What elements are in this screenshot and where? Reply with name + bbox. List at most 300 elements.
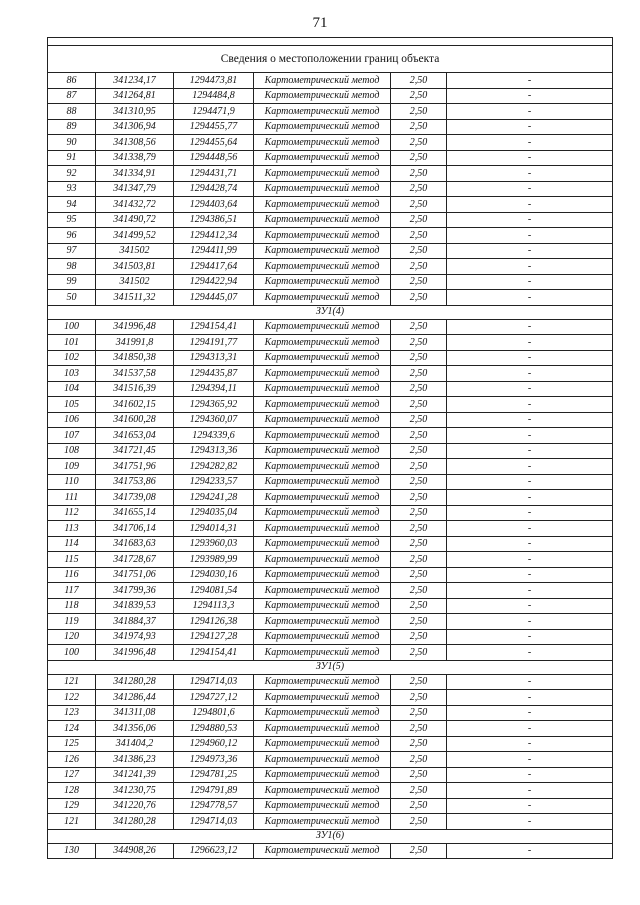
point-number-cell: 86 [48, 73, 96, 89]
description-cell: - [447, 104, 613, 120]
accuracy-cell: 2,50 [391, 412, 447, 428]
accuracy-cell: 2,50 [391, 645, 447, 661]
description-cell: - [447, 736, 613, 752]
x-coordinate-cell: 341753,86 [96, 474, 174, 490]
x-coordinate-cell: 341511,32 [96, 290, 174, 306]
method-cell: Картометрический метод [254, 505, 391, 521]
point-number-cell: 106 [48, 412, 96, 428]
description-cell: - [447, 212, 613, 228]
y-coordinate-cell: 1294455,64 [174, 135, 254, 151]
table-row [48, 843, 613, 859]
method-cell: Картометрический метод [254, 598, 391, 614]
x-coordinate-cell: 341537,58 [96, 366, 174, 382]
accuracy-cell: 2,50 [391, 274, 447, 290]
accuracy-cell: 2,50 [391, 490, 447, 506]
description-cell: - [447, 598, 613, 614]
x-coordinate-cell: 341602,15 [96, 397, 174, 413]
table-row [48, 783, 613, 799]
y-coordinate-cell: 1294791,89 [174, 783, 254, 799]
point-number-cell: 87 [48, 88, 96, 104]
y-coordinate-cell: 1294727,12 [174, 690, 254, 706]
table-row [48, 443, 613, 459]
table-row [48, 767, 613, 783]
table-row [48, 674, 613, 690]
description-cell: - [447, 259, 613, 275]
y-coordinate-cell: 1294960,12 [174, 736, 254, 752]
x-coordinate-cell: 341264,81 [96, 88, 174, 104]
y-coordinate-cell: 1294154,41 [174, 645, 254, 661]
x-coordinate-cell: 341996,48 [96, 319, 174, 335]
accuracy-cell: 2,50 [391, 767, 447, 783]
y-coordinate-cell: 1294241,28 [174, 490, 254, 506]
accuracy-cell: 2,50 [391, 350, 447, 366]
point-number-cell: 104 [48, 381, 96, 397]
accuracy-cell: 2,50 [391, 104, 447, 120]
y-coordinate-cell: 1294282,82 [174, 459, 254, 475]
x-coordinate-cell: 341991,8 [96, 335, 174, 351]
method-cell: Картометрический метод [254, 443, 391, 459]
point-number-cell: 112 [48, 505, 96, 521]
table-row [48, 381, 613, 397]
point-number-cell: 125 [48, 736, 96, 752]
x-coordinate-cell: 341311,08 [96, 705, 174, 721]
accuracy-cell: 2,50 [391, 243, 447, 259]
point-number-cell: 117 [48, 583, 96, 599]
description-cell: - [447, 752, 613, 768]
method-cell: Картометрический метод [254, 752, 391, 768]
x-coordinate-cell: 344908,26 [96, 843, 174, 859]
accuracy-cell: 2,50 [391, 228, 447, 244]
x-coordinate-cell: 341884,37 [96, 614, 174, 630]
point-number-cell: 108 [48, 443, 96, 459]
accuracy-cell: 2,50 [391, 536, 447, 552]
accuracy-cell: 2,50 [391, 583, 447, 599]
point-number-cell: 98 [48, 259, 96, 275]
x-coordinate-cell: 341655,14 [96, 505, 174, 521]
description-cell: - [447, 366, 613, 382]
x-coordinate-cell: 341751,96 [96, 459, 174, 475]
x-coordinate-cell: 341306,94 [96, 119, 174, 135]
description-cell: - [447, 521, 613, 537]
description-cell: - [447, 150, 613, 166]
method-cell: Картометрический метод [254, 350, 391, 366]
point-number-cell: 89 [48, 119, 96, 135]
y-coordinate-cell: 1294781,25 [174, 767, 254, 783]
point-number-cell: 95 [48, 212, 96, 228]
table-row [48, 798, 613, 814]
description-cell: - [447, 721, 613, 737]
description-cell: - [447, 274, 613, 290]
point-number-cell: 93 [48, 181, 96, 197]
y-coordinate-cell: 1294127,28 [174, 629, 254, 645]
x-coordinate-cell: 341996,48 [96, 645, 174, 661]
description-cell: - [447, 335, 613, 351]
point-number-cell: 126 [48, 752, 96, 768]
method-cell: Картометрический метод [254, 197, 391, 213]
x-coordinate-cell: 341683,63 [96, 536, 174, 552]
description-cell: - [447, 629, 613, 645]
method-cell: Картометрический метод [254, 274, 391, 290]
method-cell: Картометрический метод [254, 228, 391, 244]
method-cell: Картометрический метод [254, 290, 391, 306]
description-cell: - [447, 690, 613, 706]
table-row [48, 274, 613, 290]
accuracy-cell: 2,50 [391, 721, 447, 737]
description-cell: - [447, 843, 613, 859]
method-cell: Картометрический метод [254, 690, 391, 706]
method-cell: Картометрический метод [254, 490, 391, 506]
table-row [48, 104, 613, 120]
x-coordinate-cell: 341799,36 [96, 583, 174, 599]
section-label: ЗУ1(4) [48, 305, 613, 319]
table-row [48, 135, 613, 151]
description-cell: - [447, 474, 613, 490]
method-cell: Картометрический метод [254, 335, 391, 351]
y-coordinate-cell: 1294431,71 [174, 166, 254, 182]
method-cell: Картометрический метод [254, 88, 391, 104]
method-cell: Картометрический метод [254, 412, 391, 428]
table-row [48, 350, 613, 366]
y-coordinate-cell: 1294714,03 [174, 674, 254, 690]
point-number-cell: 119 [48, 614, 96, 630]
y-coordinate-cell: 1293960,03 [174, 536, 254, 552]
description-cell: - [447, 381, 613, 397]
y-coordinate-cell: 1294714,03 [174, 814, 254, 830]
point-number-cell: 92 [48, 166, 96, 182]
table-row [48, 88, 613, 104]
method-cell: Картометрический метод [254, 705, 391, 721]
accuracy-cell: 2,50 [391, 73, 447, 89]
accuracy-cell: 2,50 [391, 690, 447, 706]
table-row [48, 335, 613, 351]
method-cell: Картометрический метод [254, 736, 391, 752]
point-number-cell: 109 [48, 459, 96, 475]
table-row [48, 505, 613, 521]
method-cell: Картометрический метод [254, 166, 391, 182]
x-coordinate-cell: 341706,14 [96, 521, 174, 537]
method-cell: Картометрический метод [254, 536, 391, 552]
y-coordinate-cell: 1294191,77 [174, 335, 254, 351]
method-cell: Картометрический метод [254, 783, 391, 799]
y-coordinate-cell: 1294412,34 [174, 228, 254, 244]
description-cell: - [447, 88, 613, 104]
accuracy-cell: 2,50 [391, 814, 447, 830]
description-cell: - [447, 783, 613, 799]
accuracy-cell: 2,50 [391, 150, 447, 166]
accuracy-cell: 2,50 [391, 752, 447, 768]
description-cell: - [447, 798, 613, 814]
point-number-cell: 121 [48, 814, 96, 830]
y-coordinate-cell: 1294411,99 [174, 243, 254, 259]
accuracy-cell: 2,50 [391, 366, 447, 382]
method-cell: Картометрический метод [254, 798, 391, 814]
method-cell: Картометрический метод [254, 459, 391, 475]
accuracy-cell: 2,50 [391, 381, 447, 397]
x-coordinate-cell: 341347,79 [96, 181, 174, 197]
description-cell: - [447, 505, 613, 521]
table-row [48, 598, 613, 614]
method-cell: Картометрический метод [254, 319, 391, 335]
method-cell: Картометрический метод [254, 366, 391, 382]
method-cell: Картометрический метод [254, 521, 391, 537]
point-number-cell: 90 [48, 135, 96, 151]
table-row [48, 212, 613, 228]
accuracy-cell: 2,50 [391, 505, 447, 521]
x-coordinate-cell: 341516,39 [96, 381, 174, 397]
x-coordinate-cell: 341503,81 [96, 259, 174, 275]
method-cell: Картометрический метод [254, 428, 391, 444]
table-row [48, 412, 613, 428]
description-cell: - [447, 645, 613, 661]
method-cell: Картометрический метод [254, 629, 391, 645]
table-row [48, 73, 613, 89]
point-number-cell: 101 [48, 335, 96, 351]
description-cell: - [447, 614, 613, 630]
section-row [48, 660, 613, 674]
accuracy-cell: 2,50 [391, 135, 447, 151]
x-coordinate-cell: 341432,72 [96, 197, 174, 213]
description-cell: - [447, 350, 613, 366]
y-coordinate-cell: 1293989,99 [174, 552, 254, 568]
x-coordinate-cell: 341653,04 [96, 428, 174, 444]
accuracy-cell: 2,50 [391, 319, 447, 335]
accuracy-cell: 2,50 [391, 197, 447, 213]
description-cell: - [447, 705, 613, 721]
method-cell: Картометрический метод [254, 243, 391, 259]
x-coordinate-cell: 341220,76 [96, 798, 174, 814]
description-cell: - [447, 197, 613, 213]
x-coordinate-cell: 341286,44 [96, 690, 174, 706]
accuracy-cell: 2,50 [391, 259, 447, 275]
y-coordinate-cell: 1294014,31 [174, 521, 254, 537]
y-coordinate-cell: 1294435,87 [174, 366, 254, 382]
section-label: ЗУ1(6) [48, 829, 613, 843]
table-row [48, 752, 613, 768]
description-cell: - [447, 73, 613, 89]
y-coordinate-cell: 1294035,04 [174, 505, 254, 521]
method-cell: Картометрический метод [254, 674, 391, 690]
accuracy-cell: 2,50 [391, 290, 447, 306]
description-cell: - [447, 459, 613, 475]
method-cell: Картометрический метод [254, 150, 391, 166]
x-coordinate-cell: 341839,53 [96, 598, 174, 614]
point-number-cell: 99 [48, 274, 96, 290]
description-cell: - [447, 119, 613, 135]
accuracy-cell: 2,50 [391, 552, 447, 568]
table-row [48, 705, 613, 721]
accuracy-cell: 2,50 [391, 674, 447, 690]
x-coordinate-cell: 341751,06 [96, 567, 174, 583]
description-cell: - [447, 767, 613, 783]
x-coordinate-cell: 341241,39 [96, 767, 174, 783]
x-coordinate-cell: 341230,75 [96, 783, 174, 799]
point-number-cell: 103 [48, 366, 96, 382]
table-row [48, 567, 613, 583]
table-row [48, 319, 613, 335]
accuracy-cell: 2,50 [391, 629, 447, 645]
section-row [48, 305, 613, 319]
accuracy-cell: 2,50 [391, 843, 447, 859]
table-title-row [48, 46, 613, 73]
y-coordinate-cell: 1294360,07 [174, 412, 254, 428]
y-coordinate-cell: 1294422,94 [174, 274, 254, 290]
boundary-table [47, 37, 613, 859]
y-coordinate-cell: 1294880,53 [174, 721, 254, 737]
point-number-cell: 124 [48, 721, 96, 737]
y-coordinate-cell: 1294313,36 [174, 443, 254, 459]
y-coordinate-cell: 1294113,3 [174, 598, 254, 614]
y-coordinate-cell: 1294445,07 [174, 290, 254, 306]
table-row [48, 521, 613, 537]
accuracy-cell: 2,50 [391, 521, 447, 537]
description-cell: - [447, 552, 613, 568]
x-coordinate-cell: 341356,06 [96, 721, 174, 737]
y-coordinate-cell: 1294455,77 [174, 119, 254, 135]
method-cell: Картометрический метод [254, 474, 391, 490]
x-coordinate-cell: 341310,95 [96, 104, 174, 120]
table-row [48, 690, 613, 706]
point-number-cell: 100 [48, 319, 96, 335]
table-row [48, 366, 613, 382]
table-row [48, 459, 613, 475]
y-coordinate-cell: 1294313,31 [174, 350, 254, 366]
x-coordinate-cell: 341499,52 [96, 228, 174, 244]
point-number-cell: 111 [48, 490, 96, 506]
table-row [48, 119, 613, 135]
point-number-cell: 91 [48, 150, 96, 166]
accuracy-cell: 2,50 [391, 705, 447, 721]
x-coordinate-cell: 341502 [96, 243, 174, 259]
y-coordinate-cell: 1294428,74 [174, 181, 254, 197]
point-number-cell: 50 [48, 290, 96, 306]
accuracy-cell: 2,50 [391, 736, 447, 752]
accuracy-cell: 2,50 [391, 443, 447, 459]
y-coordinate-cell: 1294126,38 [174, 614, 254, 630]
description-cell: - [447, 228, 613, 244]
x-coordinate-cell: 341338,79 [96, 150, 174, 166]
accuracy-cell: 2,50 [391, 567, 447, 583]
x-coordinate-cell: 341280,28 [96, 674, 174, 690]
point-number-cell: 120 [48, 629, 96, 645]
x-coordinate-cell: 341600,28 [96, 412, 174, 428]
point-number-cell: 130 [48, 843, 96, 859]
method-cell: Картометрический метод [254, 814, 391, 830]
accuracy-cell: 2,50 [391, 798, 447, 814]
accuracy-cell: 2,50 [391, 474, 447, 490]
point-number-cell: 118 [48, 598, 96, 614]
accuracy-cell: 2,50 [391, 181, 447, 197]
description-cell: - [447, 536, 613, 552]
section-row [48, 829, 613, 843]
point-number-cell: 129 [48, 798, 96, 814]
table-row [48, 397, 613, 413]
description-cell: - [447, 583, 613, 599]
table-row [48, 428, 613, 444]
accuracy-cell: 2,50 [391, 212, 447, 228]
table-top-row [48, 38, 613, 46]
point-number-cell: 107 [48, 428, 96, 444]
description-cell: - [447, 412, 613, 428]
y-coordinate-cell: 1294386,51 [174, 212, 254, 228]
x-coordinate-cell: 341850,38 [96, 350, 174, 366]
description-cell: - [447, 674, 613, 690]
x-coordinate-cell: 341974,93 [96, 629, 174, 645]
method-cell: Картометрический метод [254, 212, 391, 228]
table-row [48, 166, 613, 182]
method-cell: Картометрический метод [254, 767, 391, 783]
accuracy-cell: 2,50 [391, 428, 447, 444]
point-number-cell: 105 [48, 397, 96, 413]
table-row [48, 228, 613, 244]
accuracy-cell: 2,50 [391, 598, 447, 614]
method-cell: Картометрический метод [254, 645, 391, 661]
description-cell: - [447, 290, 613, 306]
description-cell: - [447, 243, 613, 259]
accuracy-cell: 2,50 [391, 166, 447, 182]
accuracy-cell: 2,50 [391, 397, 447, 413]
table-row [48, 721, 613, 737]
method-cell: Картометрический метод [254, 843, 391, 859]
table-row [48, 490, 613, 506]
x-coordinate-cell: 341280,28 [96, 814, 174, 830]
table-row [48, 552, 613, 568]
accuracy-cell: 2,50 [391, 459, 447, 475]
x-coordinate-cell: 341308,56 [96, 135, 174, 151]
table-row [48, 629, 613, 645]
method-cell: Картометрический метод [254, 259, 391, 275]
x-coordinate-cell: 341404,2 [96, 736, 174, 752]
point-number-cell: 114 [48, 536, 96, 552]
accuracy-cell: 2,50 [391, 88, 447, 104]
y-coordinate-cell: 1294233,57 [174, 474, 254, 490]
y-coordinate-cell: 1294365,92 [174, 397, 254, 413]
method-cell: Картометрический метод [254, 397, 391, 413]
table-row [48, 614, 613, 630]
section-label: ЗУ1(5) [48, 660, 613, 674]
y-coordinate-cell: 1294030,16 [174, 567, 254, 583]
point-number-cell: 102 [48, 350, 96, 366]
accuracy-cell: 2,50 [391, 119, 447, 135]
table-row [48, 150, 613, 166]
table-row [48, 736, 613, 752]
description-cell: - [447, 397, 613, 413]
x-coordinate-cell: 341386,23 [96, 752, 174, 768]
y-coordinate-cell: 1294403,64 [174, 197, 254, 213]
method-cell: Картометрический метод [254, 567, 391, 583]
table-row [48, 814, 613, 830]
description-cell: - [447, 181, 613, 197]
table-row [48, 243, 613, 259]
accuracy-cell: 2,50 [391, 614, 447, 630]
table-row [48, 536, 613, 552]
y-coordinate-cell: 1294484,8 [174, 88, 254, 104]
x-coordinate-cell: 341502 [96, 274, 174, 290]
method-cell: Картометрический метод [254, 381, 391, 397]
description-cell: - [447, 814, 613, 830]
y-coordinate-cell: 1294154,41 [174, 319, 254, 335]
table-row [48, 645, 613, 661]
point-number-cell: 97 [48, 243, 96, 259]
description-cell: - [447, 135, 613, 151]
point-number-cell: 121 [48, 674, 96, 690]
table-row [48, 474, 613, 490]
point-number-cell: 122 [48, 690, 96, 706]
y-coordinate-cell: 1294778,57 [174, 798, 254, 814]
table-row [48, 290, 613, 306]
method-cell: Картометрический метод [254, 181, 391, 197]
description-cell: - [447, 166, 613, 182]
x-coordinate-cell: 341490,72 [96, 212, 174, 228]
